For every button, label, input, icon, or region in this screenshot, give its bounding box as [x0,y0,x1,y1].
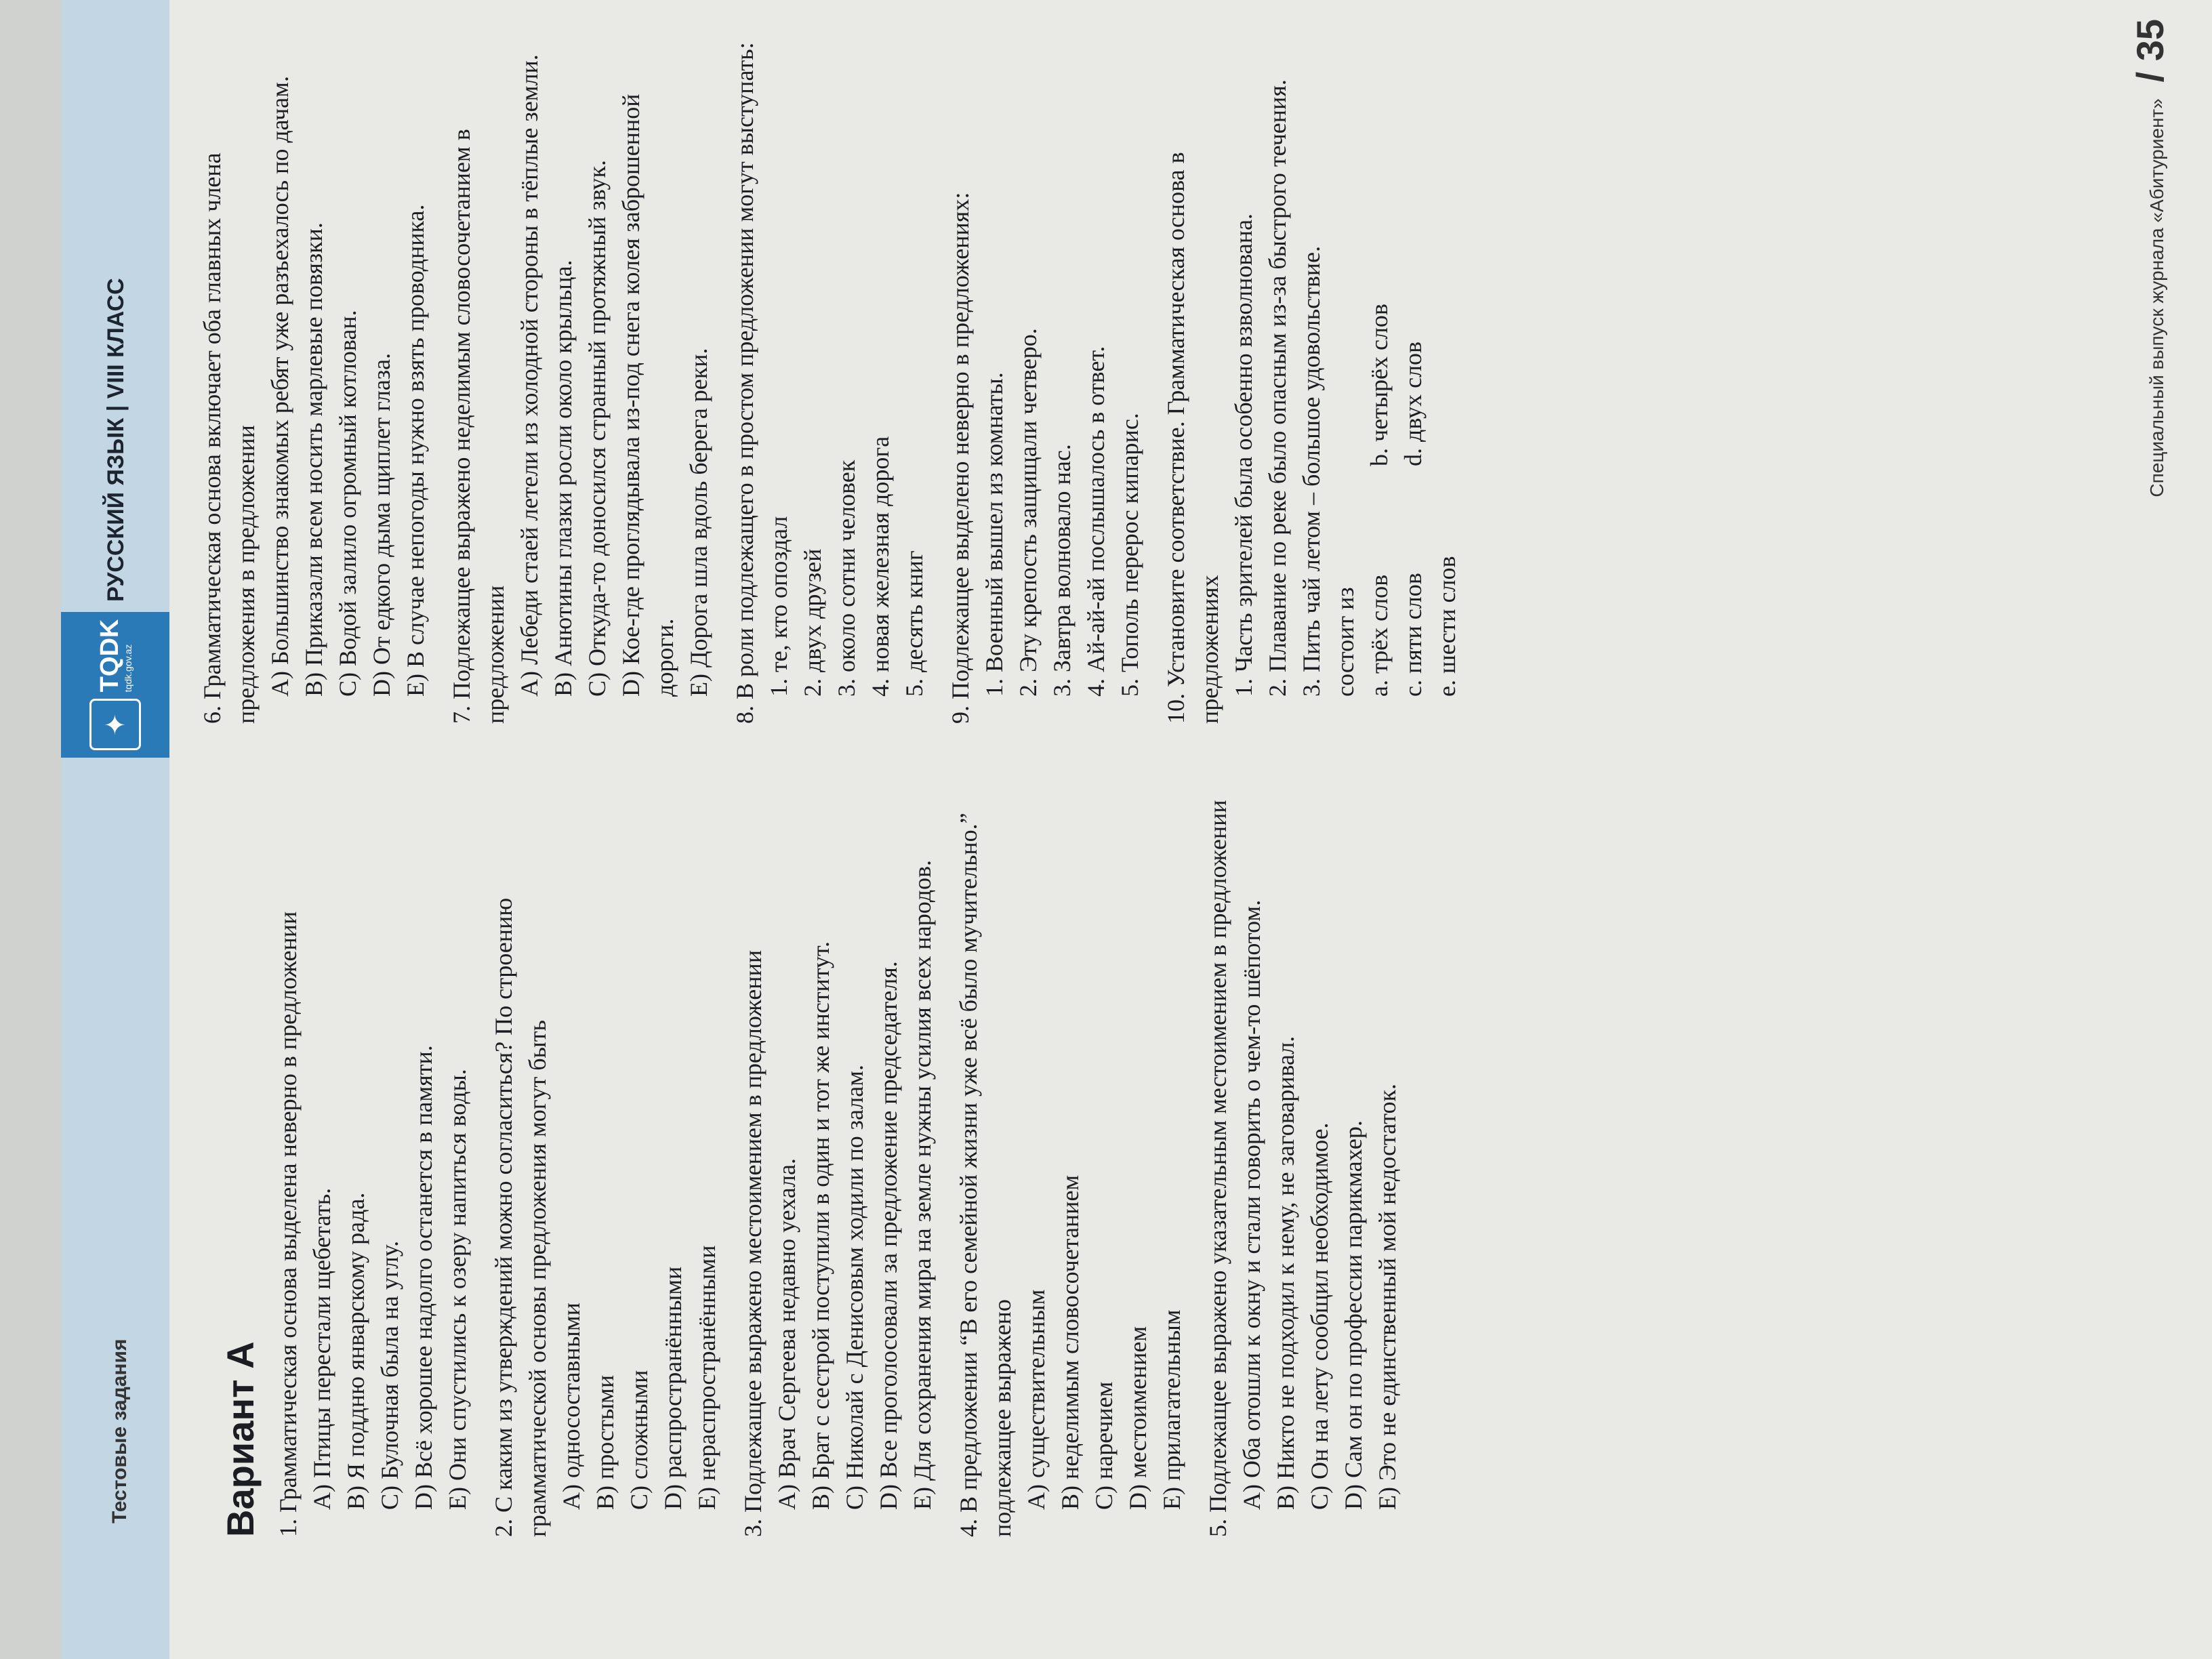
option-a: A) Оба отошли к окну и стали говорить о чем-то шёпотом. [1238,899,1265,1510]
item-2: 2. двух друзей [799,548,826,697]
item-1: 1. Часть зрителей была особенно взволнована. [1230,213,1257,697]
option-e: E) Они спустились к озеру напиться воды. [444,1069,471,1510]
option-b: B) Приказали всем носить марлевые повязки. [300,222,327,697]
question-9 [943,19,1147,724]
option-b: B) неделимым словосочетанием [1057,1174,1084,1510]
option-e: E) Это не единственный мой недостаток. [1374,1083,1401,1510]
option-a: A) Большинство знакомых ребят уже разъехалось по дачам. [266,75,293,697]
question-tail: состоит из [1332,587,1359,697]
question-text: 10. Установите соответствие. Грамматическая основа в предложениях [1162,152,1223,724]
option-c: C) сложными [626,1370,653,1510]
logo-url: tqdk.gov.az [123,644,134,693]
option-c: C) Николай с Денисовым ходили по залам. [841,1065,868,1510]
option-b: B) Анютины глазки росли около крыльца. [550,260,577,697]
answer-d: d. двух слов [1399,341,1427,466]
option-d: D) Всё хорошее надолго останется в памяти. [410,1045,437,1510]
option-c: C) наречием [1090,1381,1118,1510]
question-text: 7. Подлежащее выражено неделимым словосочетанием в предложении [448,129,509,724]
item-3: 3. Завтра волновало нас. [1048,444,1076,697]
question-text: 6. Грамматическая основа включает оба главных члена предложения в предложении [199,152,260,724]
item-4: 4. новая железная дорога [867,436,894,697]
answer-row [1396,19,1430,724]
question-text: 3. Подлежащее выражено местоимением в предложении [739,949,766,1537]
answer-row [1362,19,1396,724]
tqdk-logo [61,612,169,758]
option-a: A) односоставными [558,1303,585,1510]
option-c: C) Булочная была на углу. [376,1240,403,1510]
option-b: B) Никто не подходил к нему, не заговаривал. [1272,1036,1299,1510]
option-e: E) Для сохранения мира на земле нужны усилия всех народов. [909,859,936,1510]
page-number: / 35 [2129,19,2171,83]
question-7 [445,19,716,724]
question-text: 9. Подлежащее выделено неверно в предложениях: [947,192,974,724]
question-1 [271,737,474,1537]
subject-title: РУССКИЙ ЯЗЫК | VIII КЛАСС [103,278,129,602]
option-d: D) распространёнными [659,1266,687,1510]
option-d: D) Сам он по профессии парикмахер. [1340,1120,1367,1510]
item-3: 3. около сотни человек [833,459,860,697]
page [61,0,2212,1659]
column-left [183,737,1404,1537]
answer-c: c. пяти слов [1399,573,1427,697]
item-1: 1. Военный вышел из комнаты. [981,372,1008,697]
option-c: C) Он на лету сообщил необходимое. [1306,1122,1333,1510]
item-5: 5. Тополь перерос кипарис. [1116,413,1143,697]
option-c: C) Откуда-то доносился странный протяжный звук. [583,160,611,697]
item-2: 2. Эту крепость защищали четверо. [1015,328,1042,697]
option-e: E) В случае непогоды нужно взять проводника. [402,204,429,697]
header-strip [61,0,169,1659]
question-5 [1201,737,1404,1537]
answer-e: e. шести слов [1433,556,1460,697]
item-5: 5. десять книг [901,550,928,697]
option-b: B) простыми [592,1374,619,1510]
question-3 [736,737,939,1537]
question-6 [195,19,432,724]
column-right [183,19,1464,724]
question-2 [487,737,724,1537]
item-1: 1. те, кто опоздал [765,516,792,697]
page-content [61,0,2212,1659]
option-b: B) Брат с сестрой поступили в один и тот же институт. [807,941,834,1510]
item-3: 3. Пить чай летом – большое удовольствие. [1298,245,1325,697]
emblem-icon: ✦ [89,699,141,750]
logo-text: TQDK [96,619,124,693]
footer-text: Специальный выпуск журнала «Абитуриент» [2146,98,2167,497]
variant-title: Вариант А [219,1341,262,1537]
option-a: A) существительным [1023,1289,1050,1510]
question-text: 2. С каким из утверждений можно согласиться? По строению грамматической основы предложения могут быть [490,897,551,1537]
question-8 [728,19,931,724]
option-d: D) Все проголосовали за предложение председателя. [875,961,902,1510]
option-a: A) Лебеди стаей летели из холодной стороны в тёплые земли. [516,54,543,697]
option-e: E) прилагательным [1158,1309,1185,1510]
option-e: E) нераспространёнными [693,1245,720,1510]
question-4 [951,737,1189,1537]
option-b: B) Я поддню январскому рада. [342,1192,369,1510]
item-2: 2. Плавание по реке было опасным из-за быстрого течения. [1264,79,1291,697]
question-10 [1159,19,1464,724]
item-4: 4. Ай-ай-ай послышалось в ответ. [1082,346,1109,697]
option-e: E) Дорога шла вдоль берега реки. [685,348,712,697]
question-text: 4. В предложении “В его семейной жизни уже всё было мучительно.” подлежащее выражено [955,813,1016,1537]
option-a: A) Птицы перестали щебетать. [308,1187,335,1510]
option-d: D) От едкого дыма щиплет глаза. [368,352,395,697]
option-c: C) Водой залило огромный котлован. [334,310,361,697]
answer-b: b. четырёх слов [1366,304,1393,466]
option-d: D) местоимением [1124,1326,1151,1510]
option-d: D) Кое-где проглядывала из-под снега колея заброшенной дороги. [617,94,678,697]
answer-row [1430,19,1464,724]
question-text: 5. Подлежащее выражено указательным местоимением в предложении [1204,800,1231,1537]
question-text: 8. В роли подлежащего в простом предложении могут выступать: [731,42,758,724]
answer-a: a. трёх слов [1366,574,1393,697]
question-text: 1. Грамматическая основа выделена неверно в предложении [274,911,302,1537]
option-a: A) Врач Сергеева недавно уехала. [773,1158,800,1510]
section-title: Тестовые задания [108,1338,131,1523]
page-footer [2128,19,2172,642]
